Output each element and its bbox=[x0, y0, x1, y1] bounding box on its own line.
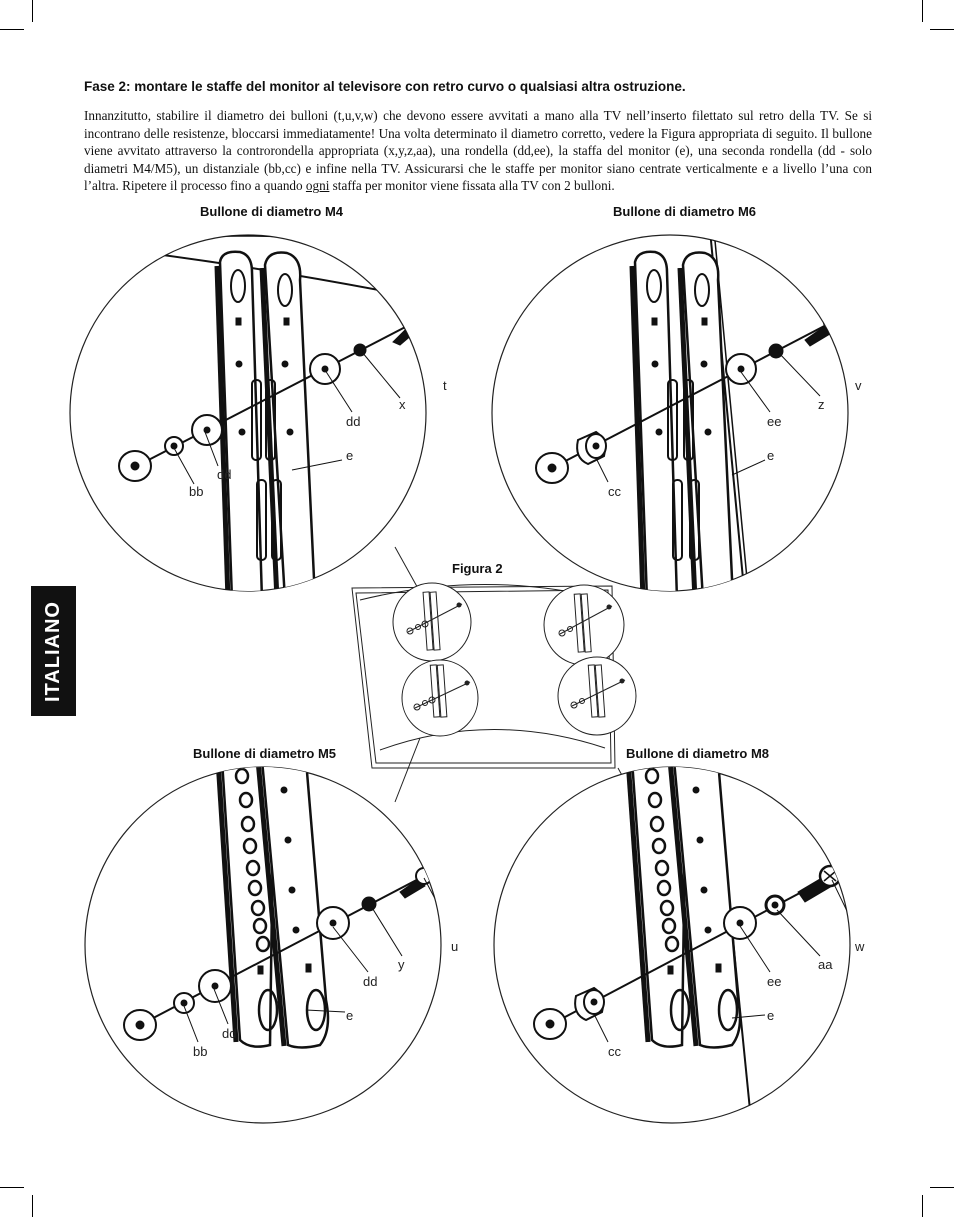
label-cc: cc bbox=[608, 1044, 621, 1059]
panel-m8-diagram bbox=[494, 760, 865, 1130]
label-e: e bbox=[346, 448, 354, 463]
label-y: y bbox=[398, 957, 405, 972]
instruction-text-2: staffa per monitor viene fissata alla TV con 2 bulloni. bbox=[329, 178, 615, 194]
label-e: e bbox=[767, 1008, 775, 1023]
tv-overview bbox=[352, 547, 650, 802]
label-ee: ee bbox=[767, 414, 782, 429]
panel-title-m6: Bullone di diametro M6 bbox=[613, 204, 757, 219]
label-dd: dd bbox=[217, 467, 232, 482]
label-t: t bbox=[443, 378, 447, 393]
instruction-text-1: Innanzitutto, stabilire il diametro dei bulloni (t,u,v,w) che devono essere avvitati a mano alla TV nell’inserto filettato sul retro della TV. Se si incontrano delle resistenze, bloccarsi immediatamente! Una volta determinato il diametro corretto, vedere la Figura appropriata di seguito. Il bullone viene avvitato attraverso la controrondella appropriata (x,y,z,aa), una rondella (dd,ee), la staffa del monitor (e), una seconda rondella (dd - solo diametri M4/M5), un distanziale (bb,cc) e infine nella TV. Assicurarsi che le staffe per monitor siano centrate verticalmente e a livello l’una con l’altra. Ripetere il processo fino a quando bbox=[84, 108, 872, 194]
label-e: e bbox=[767, 448, 775, 463]
label-dd: dd bbox=[346, 414, 361, 429]
label-dd: dd bbox=[363, 974, 378, 989]
panel-m5-diagram bbox=[85, 760, 458, 1123]
panel-title-m8: Bullone di diametro M8 bbox=[626, 746, 770, 761]
section-heading: Fase 2: montare le staffe del monitor al televisore con retro curvo o qualsiasi altra ostruzione. bbox=[84, 79, 686, 94]
label-e: e bbox=[346, 1008, 354, 1023]
label-cc: cc bbox=[608, 484, 621, 499]
figure-caption: Figura 2 bbox=[452, 561, 503, 576]
panel-title-m4: Bullone di diametro M4 bbox=[200, 204, 344, 219]
label-v: v bbox=[855, 378, 862, 393]
label-bb: bb bbox=[193, 1044, 208, 1059]
label-aa: aa bbox=[818, 957, 833, 972]
panel-m4-diagram bbox=[70, 235, 447, 600]
panel-m6-diagram bbox=[492, 230, 862, 600]
panel-title-m5: Bullone di diametro M5 bbox=[193, 746, 337, 761]
label-z: z bbox=[818, 397, 825, 412]
label-x: x bbox=[399, 397, 406, 412]
label-w: w bbox=[855, 939, 865, 954]
instruction-underlined: ogni bbox=[305, 178, 330, 194]
label-ee: ee bbox=[767, 974, 782, 989]
language-tab-label: ITALIANO bbox=[42, 600, 65, 702]
label-dd: dd bbox=[222, 1026, 237, 1041]
label-bb: bb bbox=[189, 484, 204, 499]
label-u: u bbox=[451, 939, 459, 954]
